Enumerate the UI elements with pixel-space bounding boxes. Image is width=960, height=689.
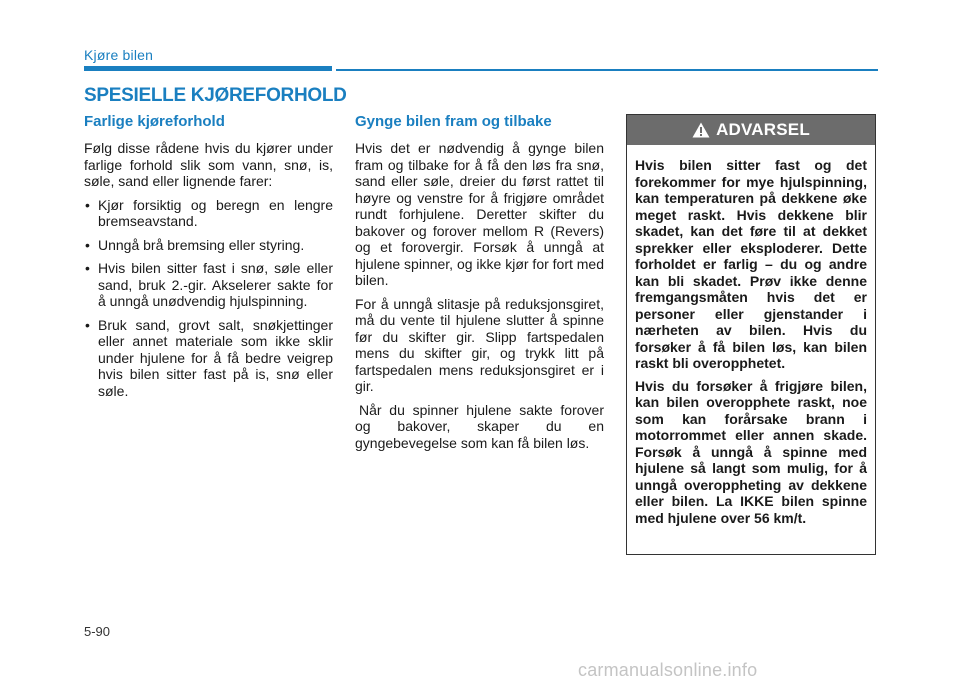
warning-paragraph: Hvis du forsøker å frigjøre bilen, kan bilen overopphete raskt, noe som kan forårsake brann i motorrommet eller annen skade. Forsøk å unngå å spinne med hjulene så langt som mulig, for å unngå overoppheting av dekkene eller bilen. La IKKE bilen spinne med hjulene over 56 km/t. [635, 377, 867, 526]
warning-box [626, 114, 876, 555]
list-item [84, 317, 333, 400]
bullet-icon: • [85, 236, 90, 253]
list-item [84, 237, 333, 254]
middle-paragraph: Hvis det er nødvendig å gynge bilen fram og tilbake for å få den løs fra snø, sand eller søle, dreier du først rattet til høyre og venstre for å frigjøre området rundt forhjulene. Deretter skifter du bakover og forover mellom R (Revers) og et forovergir. Forsøk å unngå at hjulene spinner, og ikke kjør for fort med bilen. [355, 140, 605, 288]
hazard-tips-list [84, 197, 333, 400]
bullet-icon: • [85, 196, 90, 213]
warning-triangle-icon [692, 122, 710, 138]
list-item-text: Hvis bilen sitter fast i snø, søle eller sand, bruk 2.-gir. Akselerer sakte for å unngå unødvendig hjulspinning. [98, 260, 333, 309]
header-accent-bar [84, 66, 332, 71]
warning-body [627, 145, 875, 526]
page-title: SPESIELLE KJØREFORHOLD [84, 85, 347, 106]
list-item-text: Bruk sand, grovt salt, snøkjettinger eller annet materiale som ikke sklir under hjulene for å få bedre veigrep hvis bilen sitter fast på is, snø eller søle. [98, 316, 333, 399]
list-item [84, 197, 333, 230]
left-intro: Følg disse rådene hvis du kjører under farlige forhold slik som vann, snø, is, søle, sand eller lignende farer: [84, 140, 333, 189]
watermark: carmanualsonline.info [578, 660, 758, 680]
bullet-icon: • [85, 260, 90, 276]
warning-label: ADVARSEL [716, 120, 810, 139]
middle-paragraph: Når du spinner hjulene sakte forover og bakover, skaper du en gyngebevegelse som kan få bilen løs. [355, 401, 604, 451]
bullet-icon: • [85, 316, 90, 333]
page-number: 5-90 [84, 624, 111, 639]
middle-heading: Gynge bilen fram og tilbake [355, 113, 552, 130]
left-heading: Farlige kjøreforhold [84, 113, 225, 130]
list-item-text: Unngå brå bremsing eller styring. [98, 236, 305, 253]
header-rule [336, 69, 878, 71]
list-item-text: Kjør forsiktig og beregn en lengre bremseavstand. [98, 196, 333, 229]
left-column [84, 113, 333, 406]
list-item [84, 260, 333, 310]
middle-paragraph: For å unngå slitasje på reduksjonsgiret, må du vente til hjulene slutter å spinne før du skifter gir. Slipp fartspedalen mens du skifter gir, og trykk litt på fartspedalen mens reduksjonsgiret er i gir. [355, 295, 604, 394]
warning-paragraph: Hvis bilen sitter fast og det forekommer for mye hjulspinning, kan temperaturen på dekkene øke meget raskt. Hvis dekkene blir skadet, kan det føre til at dekket sprekker eller eksploderer. Dette forholdet er farlig – du og andre kan bli skadet. Prøv ikke denne fremgangsmåten hvis det er personer eller gjenstander i nærheten av bilen. Hvis du forsøker å få bilen løs, kan bilen raskt bli overopphetet. [635, 157, 867, 371]
warning-header [627, 115, 875, 145]
middle-column [355, 113, 604, 458]
section-label: Kjøre bilen [84, 47, 154, 63]
